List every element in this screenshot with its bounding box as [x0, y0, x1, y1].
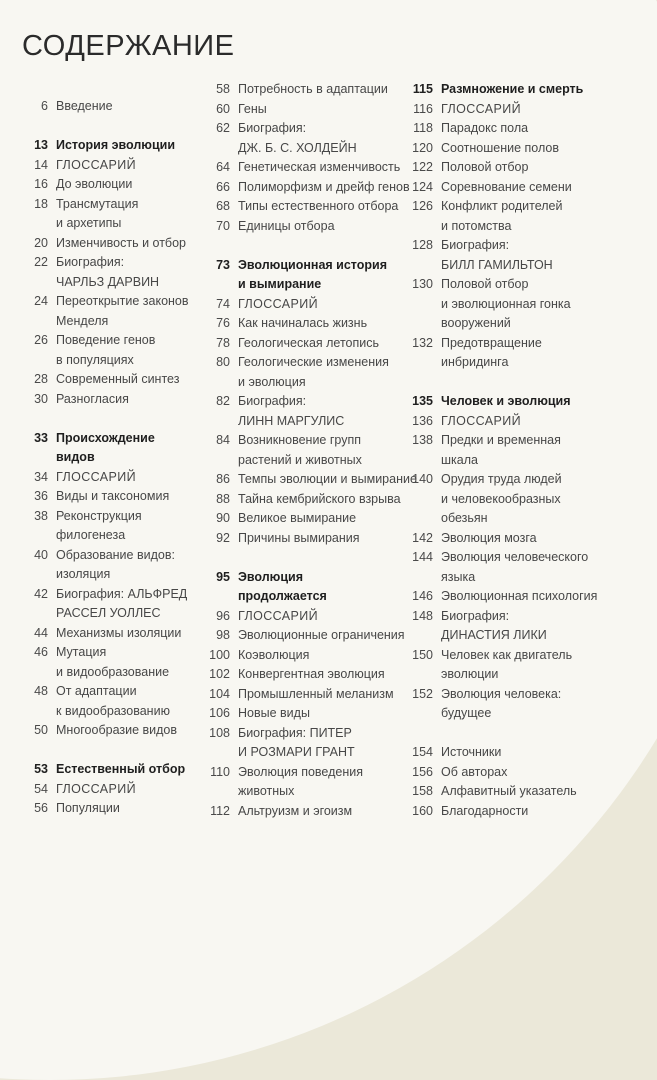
toc-entry-title: Мутация: [56, 645, 107, 659]
toc-entry: [403, 197, 562, 217]
toc-entry-title: Конфликт родителей: [441, 199, 563, 213]
toc-page-number: 142: [412, 530, 433, 545]
toc-entry-continuation: животных: [238, 784, 295, 798]
toc-entry-title: Полиморфизм и дрейф генов: [238, 179, 410, 194]
toc-entry-continuation: изоляция: [56, 567, 111, 581]
toc-entry: [198, 802, 352, 822]
toc-entry-title: Поведение генов: [56, 333, 156, 347]
toc-entry: [8, 370, 179, 390]
toc-entry: [8, 682, 137, 702]
toc-page-number: 98: [216, 628, 230, 642]
toc-entry: [403, 412, 521, 432]
toc-entry: [403, 158, 528, 178]
toc-page-number: 116: [413, 101, 433, 116]
toc-entry-title: Предки и временная: [441, 433, 561, 447]
toc-entry-title: ГЛОССАРИЙ: [56, 781, 137, 796]
toc-entry: [198, 431, 361, 451]
toc-entry-continuation: и эволюционная гонка: [441, 296, 571, 311]
toc-entry: [403, 743, 501, 763]
toc-entry: [8, 136, 175, 156]
toc-entry-title: Происхождение: [56, 430, 155, 445]
toc-entry-continuation: ЧАРЛЬЗ ДАРВИН: [56, 274, 160, 289]
toc-page-number: 110: [210, 764, 230, 779]
toc-entry: [403, 334, 542, 354]
toc-entry: [198, 119, 306, 139]
toc-page-number: 108: [209, 725, 230, 740]
toc-entry: [198, 704, 310, 724]
toc-page-number: 100: [209, 647, 230, 662]
toc-entry-title: Как начиналась жизнь: [238, 316, 368, 330]
toc-entry-title: Причины вымирания: [238, 530, 360, 545]
toc-entry: [403, 607, 509, 627]
toc-entry-title: ГЛОССАРИЙ: [441, 413, 522, 428]
toc-entry-title: Соотношение полов: [441, 140, 559, 155]
toc-entry: [403, 763, 507, 783]
toc-entry-title: Единицы отбора: [238, 218, 335, 233]
toc-page-number: 24: [34, 294, 48, 308]
toc-entry-title: Альтруизм и эгоизм: [238, 803, 353, 818]
toc-entry: [403, 236, 509, 256]
toc-entry-title: ГЛОССАРИЙ: [56, 157, 137, 172]
toc-entry-title: До эволюции: [56, 177, 133, 191]
toc-page-number: 30: [34, 391, 48, 406]
toc-entry-title: Половой отбор: [441, 277, 529, 291]
toc-entry: [8, 507, 142, 527]
toc-page-number: 33: [34, 430, 48, 445]
toc-page-number: 148: [412, 608, 433, 623]
toc-page-number: 53: [34, 762, 48, 776]
toc-page-number: 73: [216, 257, 230, 272]
toc-page-number: 20: [34, 235, 48, 250]
toc-page-number: 154: [412, 745, 433, 759]
toc-entry-continuation: филогенеза: [56, 528, 126, 542]
toc-entry-title: Соревнование семени: [441, 179, 572, 194]
toc-entry: [8, 721, 177, 741]
toc-page-number: 128: [412, 238, 433, 252]
toc-entry-title: Благодарности: [441, 803, 529, 818]
toc-entry-title: Введение: [56, 99, 113, 113]
toc-entry-continuation: продолжается: [238, 589, 327, 603]
toc-entry: [8, 156, 136, 176]
toc-entry-title: Эволюция человеческого: [441, 550, 589, 564]
toc-entry-continuation: И РОЗМАРИ ГРАНТ: [238, 745, 355, 759]
toc-page-number: 115: [412, 82, 433, 96]
toc-entry: [403, 275, 528, 295]
toc-entry-title: Предотвращение: [441, 335, 542, 350]
toc-entry-title: Человек как двигатель: [441, 647, 573, 662]
toc-page-number: 16: [34, 177, 48, 191]
toc-entry-title: Об авторах: [441, 764, 508, 779]
toc-page-number: 46: [34, 645, 48, 659]
toc-entry-title: Трансмутация: [56, 196, 139, 211]
toc-page-number: 140: [412, 472, 433, 486]
toc-page-number: 130: [412, 277, 433, 291]
toc-entry-continuation: и потомства: [441, 218, 512, 233]
toc-page-number: 42: [34, 586, 48, 601]
toc-entry: [8, 760, 185, 780]
toc-entry-title: Популяции: [56, 801, 120, 815]
toc-page-number: 160: [412, 803, 433, 818]
toc-entry: [8, 429, 155, 449]
toc-page-number: 74: [216, 296, 230, 311]
toc-entry: [403, 470, 562, 490]
toc-entry-title: Геологические изменения: [238, 355, 389, 369]
toc-entry: [198, 685, 394, 705]
toc-page-number: 90: [216, 511, 230, 525]
toc-entry-title: Возникновение групп: [238, 433, 362, 447]
toc-entry: [8, 624, 181, 644]
toc-entry-title: Конвергентная эволюция: [238, 667, 385, 681]
toc-entry-title: Реконструкция: [56, 508, 142, 523]
toc-page-number: 104: [209, 686, 230, 701]
toc-page-number: 70: [216, 218, 230, 233]
toc-entry-title: От адаптации: [56, 684, 137, 698]
toc-entry-title: Эволюция: [238, 569, 304, 584]
toc-entry: [198, 509, 356, 529]
toc-page-number: 54: [34, 781, 48, 796]
toc-entry: [403, 802, 528, 822]
toc-entry-title: Тайна кембрийского взрыва: [238, 491, 401, 506]
toc-entry-continuation: растений и животных: [238, 452, 362, 467]
toc-entry-title: Переоткрытие законов: [56, 294, 189, 308]
toc-entry-continuation: к видообразованию: [56, 703, 170, 718]
toc-entry: [403, 119, 528, 139]
toc-entry: [198, 626, 405, 646]
toc-entry-title: Эволюция мозга: [441, 530, 537, 545]
toc-entry: [198, 646, 309, 666]
toc-page-number: 68: [216, 199, 230, 213]
toc-entry: [8, 390, 129, 410]
toc-page-number: 13: [34, 138, 48, 152]
toc-entry-continuation: обезьян: [441, 511, 488, 525]
toc-page-number: 66: [216, 179, 230, 194]
toc-entry-title: Геологическая летопись: [238, 335, 380, 350]
toc-entry: [198, 178, 410, 198]
toc-entry-title: Половой отбор: [441, 160, 529, 174]
toc-page-number: 58: [216, 82, 230, 96]
toc-page-number: 96: [216, 608, 230, 623]
toc-entry-title: Виды и таксономия: [56, 489, 170, 503]
toc-entry-title: Эволюционная психология: [441, 589, 598, 603]
toc-page-number: 132: [412, 335, 433, 350]
toc-entry-title: Эволюция поведения: [238, 764, 364, 779]
toc-page-number: 60: [216, 101, 230, 116]
toc-page-number: 122: [412, 160, 433, 174]
toc-entry: [198, 80, 388, 100]
toc-entry: [8, 253, 124, 273]
toc-entry: [198, 295, 318, 315]
toc-entry-continuation: и архетипы: [56, 216, 122, 230]
toc-page-number: 14: [34, 157, 48, 172]
toc-page-number: 82: [216, 394, 230, 408]
toc-entry-title: ГЛОССАРИЙ: [441, 101, 522, 116]
toc-entry-title: Образование видов:: [56, 547, 175, 562]
toc-entry-title: Гены: [238, 101, 267, 116]
toc-page-number: 64: [216, 160, 230, 174]
toc-entry: [403, 431, 561, 451]
toc-entry: [403, 529, 537, 549]
toc-entry-title: Алфавитный указатель: [441, 784, 577, 798]
toc-entry-title: Потребность в адаптации: [238, 82, 388, 96]
toc-entry: [198, 197, 398, 217]
toc-page-number: 92: [216, 530, 230, 545]
toc-entry-title: ГЛОССАРИЙ: [238, 608, 319, 623]
toc-entry: [8, 97, 113, 117]
toc-page-number: 150: [412, 647, 433, 662]
toc-entry: [403, 587, 597, 607]
toc-page-number: 78: [216, 335, 230, 350]
toc-entry-title: Биография:: [238, 394, 307, 408]
toc-entry-title: Биография: ПИТЕР: [238, 725, 352, 740]
toc-entry-continuation: эволюции: [441, 667, 499, 681]
toc-entry: [198, 353, 389, 373]
toc-entry: [198, 607, 318, 627]
toc-entry-title: История эволюции: [56, 138, 176, 152]
toc-entry-title: Естественный отбор: [56, 762, 186, 776]
toc-page-number: 6: [41, 99, 48, 113]
toc-entry-title: Механизмы изоляции: [56, 625, 182, 640]
toc-page-number: 112: [210, 803, 230, 818]
toc-page-number: 156: [412, 764, 433, 779]
toc-entry-continuation: будущее: [441, 706, 492, 720]
page-title: СОДЕРЖАНИЕ: [22, 30, 235, 62]
toc-entry-continuation: ДИНАСТИЯ ЛИКИ: [441, 628, 547, 642]
toc-entry: [403, 548, 588, 568]
toc-page-number: 152: [412, 686, 433, 701]
toc-page-number: 50: [34, 723, 48, 737]
toc-entry-title: Новые виды: [238, 706, 310, 720]
toc-entry: [198, 529, 360, 549]
toc-entry-title: Размножение и смерть: [441, 82, 584, 96]
toc-page-number: 146: [412, 589, 433, 603]
toc-entry: [198, 568, 303, 588]
toc-entry-title: Эволюция человека:: [441, 686, 562, 701]
toc-page-number: 22: [34, 255, 48, 269]
toc-page-number: 118: [413, 121, 433, 135]
toc-page-number: 102: [209, 667, 230, 681]
toc-entry-title: Биография: АЛЬФРЕД: [56, 586, 188, 601]
toc-entry-title: Орудия труда людей: [441, 472, 562, 486]
toc-entry: [198, 217, 335, 237]
toc-entry: [8, 799, 120, 819]
toc-entry: [198, 314, 367, 334]
toc-page-number: 95: [216, 569, 230, 584]
toc-entry-continuation: ДЖ. Б. С. ХОЛДЕЙН: [238, 140, 357, 155]
toc-entry-continuation: ЛИНН МАРГУЛИС: [238, 413, 345, 428]
toc-entry-title: Источники: [441, 745, 502, 759]
toc-entry: [198, 256, 387, 276]
toc-page-number: 62: [216, 121, 230, 135]
toc-entry-title: Биография:: [441, 238, 510, 252]
toc-page-number: 158: [412, 784, 433, 798]
toc-entry-title: ГЛОССАРИЙ: [56, 469, 137, 484]
toc-entry-continuation: шкала: [441, 452, 478, 467]
toc-entry-title: Темпы эволюции и вымирание: [238, 472, 417, 486]
toc-entry: [198, 724, 352, 744]
toc-page-number: 88: [216, 491, 230, 506]
toc-page-number: 26: [34, 333, 48, 347]
toc-entry: [198, 100, 267, 120]
toc-page-number: 36: [34, 489, 48, 503]
toc-page-number: 76: [216, 316, 230, 330]
toc-entry-continuation: Менделя: [56, 313, 109, 328]
toc-entry-continuation: и вымирание: [238, 277, 322, 291]
toc-entry-continuation: РАССЕЛ УОЛЛЕС: [56, 606, 161, 620]
toc-page-number: 80: [216, 355, 230, 369]
toc-entry: [8, 195, 138, 215]
toc-entry-continuation: и человекообразных: [441, 491, 561, 506]
toc-entry-title: Генетическая изменчивость: [238, 160, 401, 174]
toc-entry: [403, 782, 577, 802]
toc-page-number: 106: [209, 706, 230, 720]
toc-entry-title: Разногласия: [56, 391, 129, 406]
toc-entry: [198, 334, 379, 354]
toc-entry-title: Человек и эволюция: [441, 394, 571, 408]
toc-entry: [403, 392, 571, 412]
toc-entry: [403, 646, 572, 666]
toc-page-number: 86: [216, 472, 230, 486]
toc-page-number: 144: [412, 550, 433, 564]
toc-entry: [198, 392, 306, 412]
toc-entry-title: Парадокс пола: [441, 121, 529, 135]
toc-entry: [8, 468, 136, 488]
toc-entry-title: Биография:: [441, 608, 510, 623]
toc-entry-title: Промышленный меланизм: [238, 686, 394, 701]
toc-page-number: 28: [34, 372, 48, 386]
toc-entry: [403, 139, 559, 159]
toc-page-number: 44: [34, 625, 48, 640]
toc-entry: [403, 685, 561, 705]
toc-page-number: 40: [34, 547, 48, 562]
toc-entry-title: Биография:: [238, 121, 307, 135]
toc-entry: [8, 331, 155, 351]
toc-entry-continuation: в популяциях: [56, 352, 134, 367]
toc-entry: [8, 292, 189, 312]
toc-entry-title: Изменчивость и отбор: [56, 235, 186, 250]
toc-entry-title: Типы естественного отбора: [238, 199, 399, 213]
toc-page-number: 124: [412, 179, 433, 194]
toc-page-number: 56: [34, 801, 48, 815]
toc-entry: [198, 470, 417, 490]
toc-entry: [198, 490, 401, 510]
toc-page-number: 48: [34, 684, 48, 698]
toc-entry-title: ГЛОССАРИЙ: [238, 296, 319, 311]
toc-page-number: 18: [34, 196, 48, 211]
toc-entry: [198, 158, 400, 178]
toc-entry: [8, 585, 187, 605]
toc-entry-continuation: языка: [441, 569, 476, 584]
toc-page-number: 120: [412, 140, 433, 155]
toc-entry-title: Эволюционные ограничения: [238, 628, 405, 642]
toc-entry-continuation: вооружений: [441, 316, 511, 330]
toc-entry-title: Великое вымирание: [238, 511, 357, 525]
toc-entry: [8, 643, 106, 663]
toc-page-number: 84: [216, 433, 230, 447]
toc-entry-continuation: БИЛЛ ГАМИЛЬТОН: [441, 257, 553, 272]
toc-page-number: 135: [412, 394, 433, 408]
toc-page-number: 126: [412, 199, 433, 213]
toc-entry: [8, 487, 169, 507]
toc-entry-continuation: и видообразование: [56, 664, 170, 679]
toc-entry-title: Биография:: [56, 255, 125, 269]
toc-page-number: 34: [34, 469, 48, 484]
toc-entry-continuation: видов: [56, 450, 95, 464]
toc-entry: [403, 80, 583, 100]
toc-page-number: 38: [34, 508, 48, 523]
toc-entry-title: Эволюционная история: [238, 257, 388, 272]
toc-entry: [8, 546, 175, 566]
toc-entry: [198, 665, 385, 685]
toc-entry: [8, 234, 186, 254]
toc-entry-title: Коэволюция: [238, 647, 310, 662]
toc-entry-title: Многообразие видов: [56, 723, 178, 737]
toc-entry: [198, 763, 363, 783]
toc-entry-continuation: инбридинга: [441, 355, 509, 369]
toc-entry-title: Современный синтез: [56, 372, 180, 386]
toc-entry: [403, 100, 521, 120]
toc-entry: [8, 175, 132, 195]
toc-entry: [403, 178, 572, 198]
toc-entry: [8, 780, 136, 800]
toc-page-number: 136: [412, 413, 433, 428]
toc-entry-continuation: и эволюция: [238, 374, 306, 389]
toc-page-number: 138: [412, 433, 433, 447]
